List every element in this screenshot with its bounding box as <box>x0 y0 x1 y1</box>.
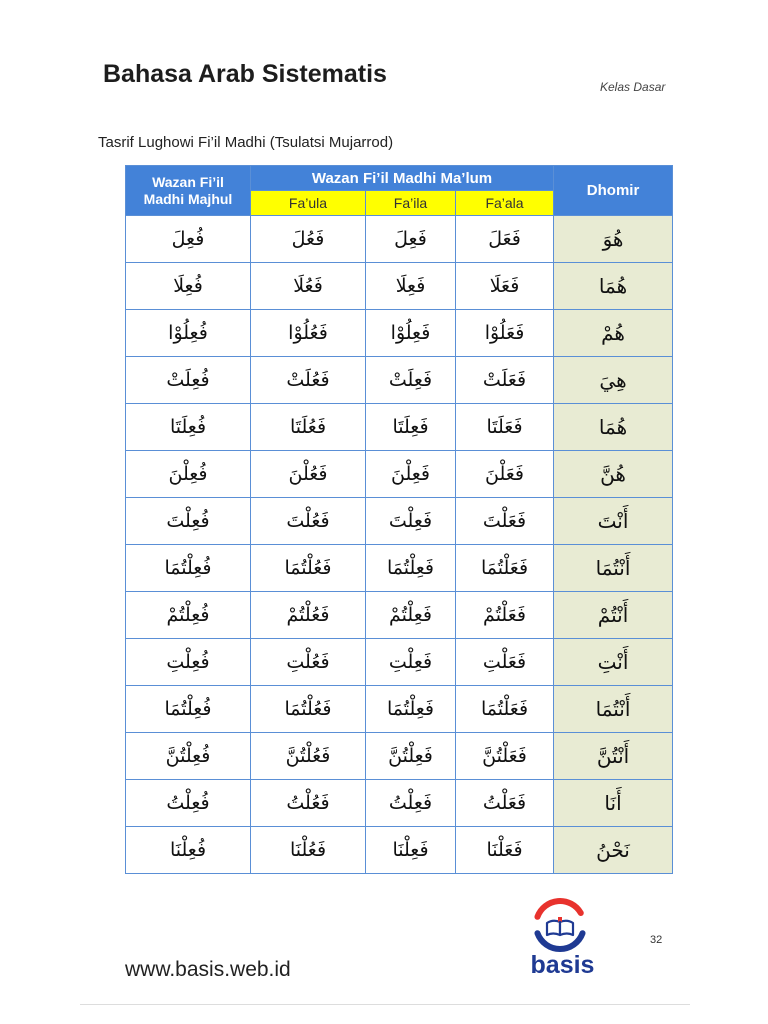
header-row <box>126 166 673 191</box>
cell-faala: فَعَلْتُمْ <box>456 592 554 639</box>
cell-faila: فَعِلْتُمَا <box>366 686 456 733</box>
cell-faala: فَعَلْتَ <box>456 498 554 545</box>
cell-majhul: فُعِلَتَا <box>126 404 251 451</box>
cell-dhomir: هُنَّ <box>554 451 673 498</box>
table-row <box>126 263 673 310</box>
cell-dhomir: هُمَا <box>554 263 673 310</box>
cell-faala: فَعَلَتْ <box>456 357 554 404</box>
table-row <box>126 498 673 545</box>
cell-faila: فَعِلَ <box>366 216 456 263</box>
cell-dhomir: هُمَا <box>554 404 673 451</box>
cell-majhul: فُعِلْتُمْ <box>126 592 251 639</box>
cell-faala: فَعَلْتُ <box>456 780 554 827</box>
cell-faala: فَعَلْنَا <box>456 827 554 874</box>
cell-faula: فَعُلْنَا <box>251 827 366 874</box>
cell-faila: فَعِلْتُمَا <box>366 545 456 592</box>
website-url: www.basis.web.id <box>125 958 291 981</box>
cell-faula: فَعُلْتُنَّ <box>251 733 366 780</box>
table-row <box>126 404 673 451</box>
cell-faila: فَعِلْنَا <box>366 827 456 874</box>
cell-majhul: فُعِلْنَا <box>126 827 251 874</box>
cell-faala: فَعَلَ <box>456 216 554 263</box>
cell-faila: فَعِلْتِ <box>366 639 456 686</box>
cell-dhomir: أَنْتُمْ <box>554 592 673 639</box>
cell-majhul: فُعِلْتُنَّ <box>126 733 251 780</box>
table-body <box>126 216 673 874</box>
table-header <box>126 166 673 216</box>
cell-faula: فَعُلْتُمْ <box>251 592 366 639</box>
cell-faula: فَعُلْتُمَا <box>251 545 366 592</box>
cell-dhomir: هُمْ <box>554 310 673 357</box>
cell-dhomir: أَنَا <box>554 780 673 827</box>
book-ring-logo-icon <box>525 893 600 953</box>
header-majhul-line-2: Madhi Majhul <box>143 190 233 207</box>
cell-faula: فَعُلْتَ <box>251 498 366 545</box>
cell-majhul: فُعِلْتُ <box>126 780 251 827</box>
subheader-faila: Fa’ila <box>366 191 456 216</box>
cell-faila: فَعِلْتُ <box>366 780 456 827</box>
cell-faula: فَعُلُوْا <box>251 310 366 357</box>
cell-dhomir: أَنْتُمَا <box>554 686 673 733</box>
table-row <box>126 310 673 357</box>
table-row <box>126 686 673 733</box>
cell-faala: فَعَلْتُمَا <box>456 686 554 733</box>
cell-majhul: فُعِلْتُمَا <box>126 545 251 592</box>
table-row <box>126 733 673 780</box>
logo-red-arc <box>537 901 580 917</box>
cell-dhomir: أَنْتِ <box>554 639 673 686</box>
cell-faula: فَعُلَ <box>251 216 366 263</box>
cell-dhomir: أَنْتُنَّ <box>554 733 673 780</box>
cell-faula: فَعُلْنَ <box>251 451 366 498</box>
cell-dhomir: أَنْتُمَا <box>554 545 673 592</box>
page-number: 32 <box>650 934 663 946</box>
cell-faila: فَعِلْتَ <box>366 498 456 545</box>
book-title: Bahasa Arab Sistematis <box>103 60 387 88</box>
cell-faila: فَعِلُوْا <box>366 310 456 357</box>
table-row <box>126 357 673 404</box>
table-row <box>126 827 673 874</box>
cell-faala: فَعَلُوْا <box>456 310 554 357</box>
cell-faula: فَعُلَا <box>251 263 366 310</box>
cell-majhul: فُعِلْنَ <box>126 451 251 498</box>
logo-wordmark: basis <box>530 951 595 979</box>
cell-majhul: فُعِلْتَ <box>126 498 251 545</box>
tasrif-table <box>125 165 673 874</box>
header-malum: Wazan Fi’il Madhi Ma’lum <box>251 166 554 191</box>
logo-book-left-page <box>547 921 560 935</box>
cell-majhul: فُعِلْتُمَا <box>126 686 251 733</box>
cell-faala: فَعَلْنَ <box>456 451 554 498</box>
table-row <box>126 451 673 498</box>
cell-faala: فَعَلْتِ <box>456 639 554 686</box>
table-row <box>126 592 673 639</box>
bottom-divider <box>80 1004 690 1005</box>
cell-faula: فَعُلْتُ <box>251 780 366 827</box>
cell-faila: فَعِلْتُمْ <box>366 592 456 639</box>
subheader-faula: Fa’ula <box>251 191 366 216</box>
table-row <box>126 216 673 263</box>
cell-faila: فَعِلَتْ <box>366 357 456 404</box>
cell-majhul: فُعِلَا <box>126 263 251 310</box>
cell-faula: فَعُلْتُمَا <box>251 686 366 733</box>
cell-majhul: فُعِلَتْ <box>126 357 251 404</box>
cell-dhomir: نَحْنُ <box>554 827 673 874</box>
section-title: Tasrif Lughowi Fi’il Madhi (Tsulatsi Mujarrod) <box>98 134 394 151</box>
cell-faula: فَعُلَتْ <box>251 357 366 404</box>
cell-majhul: فُعِلَ <box>126 216 251 263</box>
table-row <box>126 545 673 592</box>
cell-faila: فَعِلْنَ <box>366 451 456 498</box>
header-dhomir: Dhomir <box>554 166 673 216</box>
cell-dhomir: هِيَ <box>554 357 673 404</box>
cell-faila: فَعِلَتَا <box>366 404 456 451</box>
cell-faila: فَعِلْتُنَّ <box>366 733 456 780</box>
cell-faula: فَعُلَتَا <box>251 404 366 451</box>
cell-dhomir: هُوَ <box>554 216 673 263</box>
header-majhul-line-1: Wazan Fi’il <box>152 173 224 190</box>
cell-faula: فَعُلْتِ <box>251 639 366 686</box>
cell-dhomir: أَنْتَ <box>554 498 673 545</box>
table-row <box>126 780 673 827</box>
cell-faila: فَعِلَا <box>366 263 456 310</box>
header-majhul <box>126 166 251 216</box>
cell-faala: فَعَلَا <box>456 263 554 310</box>
cell-majhul: فُعِلُوْا <box>126 310 251 357</box>
cell-faala: فَعَلْتُنَّ <box>456 733 554 780</box>
cell-majhul: فُعِلْتِ <box>126 639 251 686</box>
subheader-faala: Fa’ala <box>456 191 554 216</box>
table-row <box>126 639 673 686</box>
cell-faala: فَعَلَتَا <box>456 404 554 451</box>
class-level: Kelas Dasar <box>600 80 666 94</box>
logo-book-right-page <box>560 921 573 935</box>
cell-faala: فَعَلْتُمَا <box>456 545 554 592</box>
